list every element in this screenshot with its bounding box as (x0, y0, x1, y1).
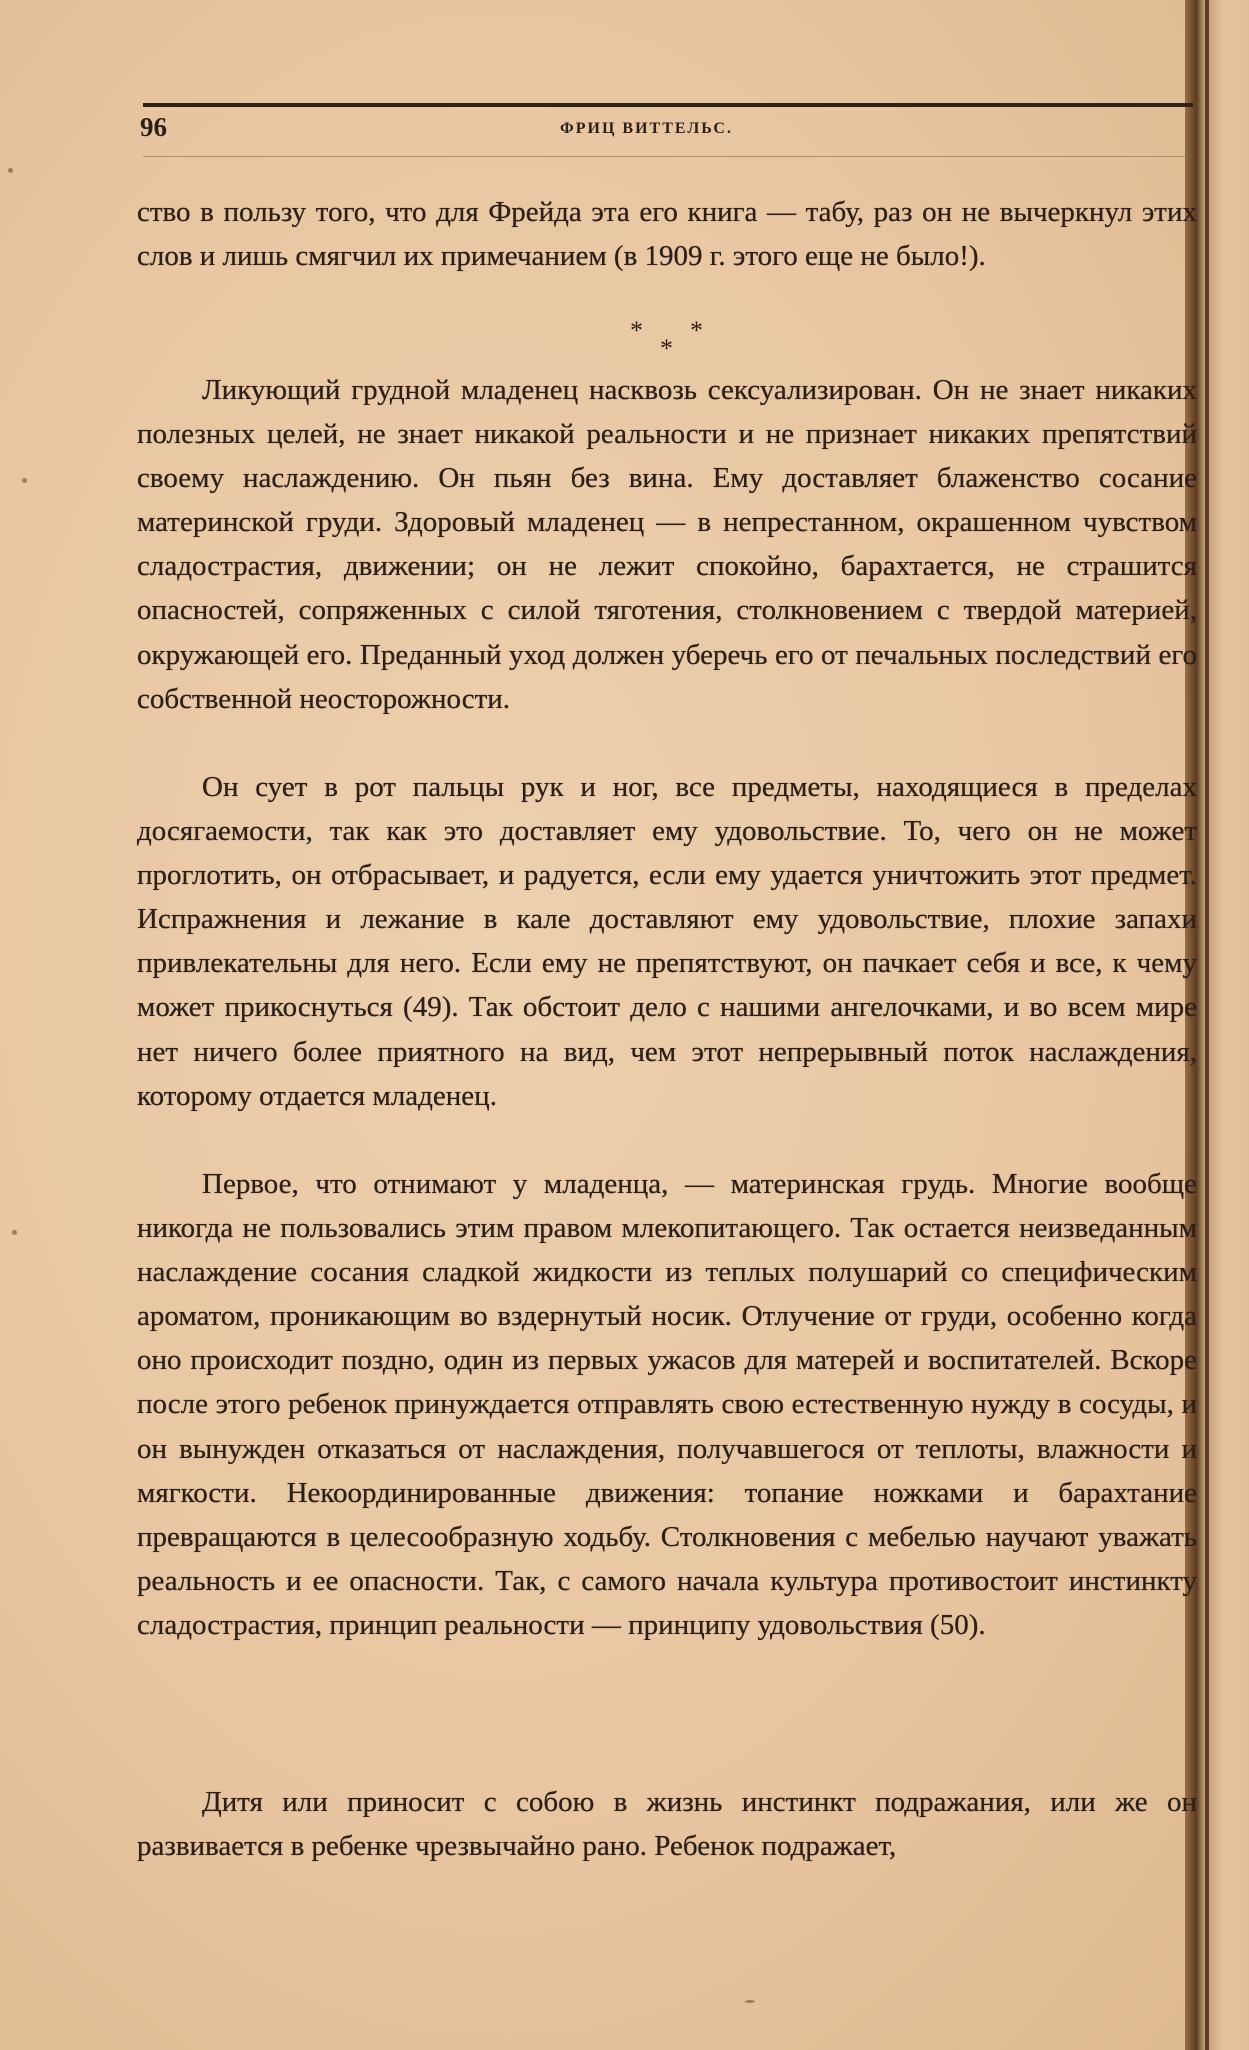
paragraph (137, 368, 1197, 721)
asterism-star: * (690, 316, 703, 345)
paper-speck (12, 1230, 17, 1235)
paper-speck (8, 168, 13, 173)
page-number: 96 (140, 112, 167, 142)
paragraph (137, 1780, 1197, 1868)
paragraph-5-text: Дитя или приносит с собою в жизнь инстинкт подражания, или же он развивается в ребенке чрезвычайно рано. Ребенок подражает, (137, 1786, 1197, 1863)
running-head: ФРИЦ ВИТТЕЛЬС. (560, 120, 733, 137)
paragraph-3-text: Он сует в рот пальцы рук и ног, все предметы, находящиеся в пределах досягаемости, так как это доставляет ему удовольствие. То, чего он не может проглотить, он отбрасывает, и радуется, если ему удается уничтожить этот предмет. Испражнения и лежание в кале доставляют ему удовольствие, плохие запахи привлекательны для него. Если ему не препятствуют, он пачкает себя и все, к чему может прикоснуться (49). Так обстоит дело с нашими ангелочками, и во всем мире нет ничего более приятного на вид, чем этот непрерывный поток наслаждения, которому отдается младенец. (137, 771, 1197, 1112)
asterism-star: * (630, 316, 643, 345)
header-rule (143, 103, 1193, 107)
paragraph-1-text: ство в пользу того, что для Фрейда эта его книга — табу, раз он не вычеркнул этих слов и лишь смягчил их примечанием (в 1909 г. этого еще не было!). (137, 196, 1197, 273)
paragraph (137, 1162, 1197, 1647)
paragraph-4-text: Первое, что отнимают у младенца, — материнская грудь. Многие вообще никогда не пользовались этим правом млекопитающего. Так остается неизведанным наслаждение сосания сладкой жидкости из теплых полушарий со специфическим ароматом, проникающим во вздернутый носик. Отлучение от груди, особенно когда оно происходит поздно, один из первых ужасов для матерей и воспитателей. Вскоре после этого ребенок принуждается отправлять свою естественную нужду в сосуды, и он вынужден отказаться от наслаждения, получавшегося от теплоты, влажности и мягкости. Некоординированные движения: топание ножками и барахтание превращаются в целесообразную ходьбу. Столкновения с мебелью научают уважать реальность и ее опасности. Так, с самого начала культура противостоит инстинкту сладострастия, принцип реальности — принципу удовольствия (50). (137, 1168, 1197, 1641)
header-rule-thin (143, 156, 1193, 157)
paragraph (137, 765, 1197, 1118)
paragraph-continued (137, 190, 1197, 278)
page-edge-line (1205, 0, 1209, 2050)
section-break-asterism (630, 316, 710, 366)
paper-speck (22, 478, 27, 483)
paragraph-2-text: Ликующий грудной младенец насквозь сексуализирован. Он не знает никаких полезных целей, не знает никакой реальности и не признает никаких препятствий своему наслаждению. Он пьян без вина. Ему доставляет блаженство сосание материнской груди. Здоровый младенец — в непрестанном, окрашенном чувством сладострастия, движении; он не лежит спокойно, барахтается, не страшится опасностей, сопряженных с силой тяготения, столкновением с твердой материей, окружающей его. Преданный уход должен уберечь его от печальных последствий его собственной неосторожности. (137, 374, 1197, 715)
paper-speck (745, 2000, 755, 2003)
asterism-star: * (660, 334, 673, 363)
